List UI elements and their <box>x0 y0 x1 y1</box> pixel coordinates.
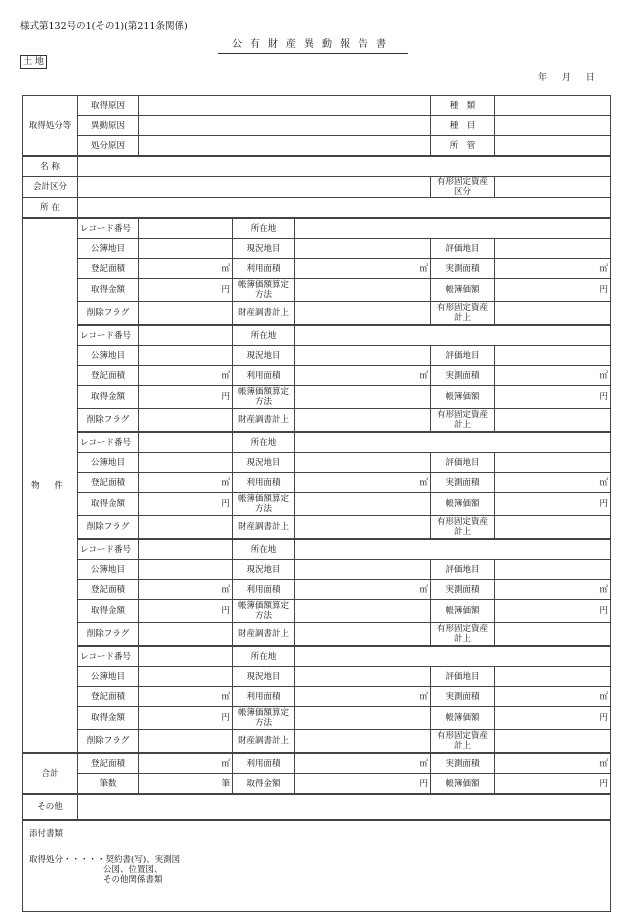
acquisition-amount-field[interactable]: 円 <box>139 707 233 730</box>
parcel-count-label: 筆数 <box>78 774 139 795</box>
record-no-field[interactable] <box>139 432 233 453</box>
category-label: 土 地 <box>20 55 47 69</box>
item-label: 種 目 <box>431 116 495 136</box>
acquisition-amount-label: 取得金額 <box>78 386 139 409</box>
valuation-land-field[interactable] <box>495 239 611 259</box>
address-field[interactable] <box>295 432 611 453</box>
book-value-label: 帳簿価額 <box>431 279 495 302</box>
current-land-label: 現況地目 <box>233 239 295 259</box>
disposal-cause-label: 処分原因 <box>78 136 139 157</box>
delete-flag-label: 削除フラグ <box>78 516 139 540</box>
book-method-label: 帳簿価額算定方法 <box>233 493 295 516</box>
address-label: 所在地 <box>233 218 295 239</box>
valuation-land-label: 評価地目 <box>431 239 495 259</box>
public-land-label: 公簿地目 <box>78 239 139 259</box>
survey-record-field[interactable] <box>295 302 431 326</box>
current-land-label: 現況地目 <box>233 453 295 473</box>
record-no-label: レコード番号 <box>78 432 139 453</box>
location-label: 所 在 <box>23 198 78 219</box>
survey-record-field[interactable] <box>295 730 431 754</box>
valuation-land-field[interactable] <box>495 346 611 366</box>
tangible-record-field[interactable] <box>495 730 611 754</box>
survey-record-field[interactable] <box>295 409 431 433</box>
book-value-field[interactable]: 円 <box>495 279 611 302</box>
total-surveyed-area-label: 実測面積 <box>431 753 495 774</box>
total-acquisition-amount-label: 取得金額 <box>233 774 295 795</box>
total-acquisition-amount-field[interactable]: 円 <box>295 774 431 795</box>
book-value-field[interactable]: 円 <box>495 493 611 516</box>
book-method-field[interactable] <box>295 279 431 302</box>
parcel-count-field[interactable]: 筆 <box>139 774 233 795</box>
surveyed-area-field[interactable]: ㎡ <box>495 259 611 279</box>
registered-area-field[interactable]: ㎡ <box>139 687 233 707</box>
registered-area-field[interactable]: ㎡ <box>139 259 233 279</box>
book-method-field[interactable] <box>295 600 431 623</box>
current-land-field[interactable] <box>295 346 431 366</box>
acquisition-amount-field[interactable]: 円 <box>139 279 233 302</box>
type-label: 種 類 <box>431 96 495 116</box>
address-label: 所在地 <box>233 325 295 346</box>
record-no-field[interactable] <box>139 218 233 239</box>
record-no-label: レコード番号 <box>78 325 139 346</box>
use-area-label: 利用面積 <box>233 366 295 386</box>
valuation-land-label: 評価地目 <box>431 346 495 366</box>
record-no-label: レコード番号 <box>78 218 139 239</box>
address-label: 所在地 <box>233 432 295 453</box>
acquisition-amount-field[interactable]: 円 <box>139 493 233 516</box>
attachments-title: 添付書類 <box>29 829 64 839</box>
acquisition-amount-label: 取得金額 <box>78 600 139 623</box>
change-cause-label: 異動原因 <box>78 116 139 136</box>
survey-record-label: 財産調書計上 <box>233 302 295 326</box>
acquisition-amount-field[interactable]: 円 <box>139 600 233 623</box>
current-land-label: 現況地目 <box>233 560 295 580</box>
jurisdiction-field[interactable] <box>495 136 611 157</box>
acquisition-cause-field[interactable] <box>139 96 431 116</box>
current-land-field[interactable] <box>295 667 431 687</box>
address-field[interactable] <box>295 218 611 239</box>
valuation-land-field[interactable] <box>495 453 611 473</box>
survey-record-label: 財産調書計上 <box>233 516 295 540</box>
book-method-label: 帳簿価額算定方法 <box>233 386 295 409</box>
record-no-field[interactable] <box>139 539 233 560</box>
valuation-land-label: 評価地目 <box>431 667 495 687</box>
surveyed-area-label: 実測面積 <box>431 687 495 707</box>
book-value-field[interactable]: 円 <box>495 600 611 623</box>
book-value-field[interactable]: 円 <box>495 707 611 730</box>
book-value-label: 帳簿価額 <box>431 493 495 516</box>
delete-flag-field[interactable] <box>139 623 233 647</box>
valuation-land-label: 評価地目 <box>431 453 495 473</box>
name-field[interactable] <box>78 156 611 177</box>
name-label: 名 称 <box>23 156 78 177</box>
public-land-label: 公簿地目 <box>78 560 139 580</box>
delete-flag-label: 削除フラグ <box>78 623 139 647</box>
surveyed-area-label: 実測面積 <box>431 473 495 493</box>
total-use-area-label: 利用面積 <box>233 753 295 774</box>
record-no-field[interactable] <box>139 325 233 346</box>
tangible-record-label: 有形固定資産計上 <box>431 516 495 540</box>
book-method-label: 帳簿価額算定方法 <box>233 600 295 623</box>
tangible-record-field[interactable] <box>495 302 611 326</box>
address-field[interactable] <box>295 325 611 346</box>
change-cause-field[interactable] <box>139 116 431 136</box>
acquisition-amount-label: 取得金額 <box>78 493 139 516</box>
use-area-label: 利用面積 <box>233 687 295 707</box>
public-land-field[interactable] <box>139 239 233 259</box>
record-no-field[interactable] <box>139 646 233 667</box>
acquisition-amount-label: 取得金額 <box>78 707 139 730</box>
use-area-label: 利用面積 <box>233 259 295 279</box>
tangible-record-label: 有形固定資産計上 <box>431 302 495 326</box>
survey-record-label: 財産調書計上 <box>233 623 295 647</box>
book-method-field[interactable] <box>295 493 431 516</box>
surveyed-area-label: 実測面積 <box>431 580 495 600</box>
public-land-field[interactable] <box>139 346 233 366</box>
acquisition-amount-field[interactable]: 円 <box>139 386 233 409</box>
book-method-field[interactable] <box>295 386 431 409</box>
registered-area-field[interactable]: ㎡ <box>139 473 233 493</box>
total-book-value-field[interactable]: 円 <box>495 774 611 795</box>
jurisdiction-label: 所 管 <box>431 136 495 157</box>
total-surveyed-area-field[interactable]: ㎡ <box>495 753 611 774</box>
surveyed-area-field[interactable]: ㎡ <box>495 687 611 707</box>
registered-area-label: 登記面積 <box>78 580 139 600</box>
tangible-record-label: 有形固定資産計上 <box>431 730 495 754</box>
property-group-label: 物 件 <box>23 218 78 753</box>
current-land-field[interactable] <box>295 453 431 473</box>
book-method-label: 帳簿価額算定方法 <box>233 279 295 302</box>
registered-area-field[interactable]: ㎡ <box>139 366 233 386</box>
report-table <box>22 95 611 912</box>
use-area-field[interactable]: ㎡ <box>295 687 431 707</box>
survey-record-field[interactable] <box>295 516 431 540</box>
book-value-label: 帳簿価額 <box>431 600 495 623</box>
book-value-label: 帳簿価額 <box>431 707 495 730</box>
book-method-label: 帳簿価額算定方法 <box>233 707 295 730</box>
delete-flag-label: 削除フラグ <box>78 302 139 326</box>
item-field[interactable] <box>495 116 611 136</box>
tangible-asset-label: 有形固定資産区分 <box>431 177 495 198</box>
acquisition-amount-label: 取得金額 <box>78 279 139 302</box>
attachments-line-3: その他関係書類 <box>103 875 163 885</box>
total-book-value-label: 帳簿価額 <box>431 774 495 795</box>
use-area-field[interactable]: ㎡ <box>295 259 431 279</box>
survey-record-label: 財産調書計上 <box>233 409 295 433</box>
current-land-label: 現況地目 <box>233 346 295 366</box>
tangible-record-field[interactable] <box>495 623 611 647</box>
location-field[interactable] <box>78 198 611 219</box>
accounting-field[interactable] <box>78 177 431 198</box>
registered-area-label: 登記面積 <box>78 259 139 279</box>
total-use-area-field[interactable]: ㎡ <box>295 753 431 774</box>
accounting-label: 会計区分 <box>23 177 78 198</box>
registered-area-field[interactable]: ㎡ <box>139 580 233 600</box>
survey-record-field[interactable] <box>295 623 431 647</box>
delete-flag-field[interactable] <box>139 730 233 754</box>
tangible-record-field[interactable] <box>495 516 611 540</box>
tangible-record-label: 有形固定資産計上 <box>431 623 495 647</box>
book-value-label: 帳簿価額 <box>431 386 495 409</box>
surveyed-area-label: 実測面積 <box>431 366 495 386</box>
surveyed-area-field[interactable]: ㎡ <box>495 473 611 493</box>
public-land-label: 公簿地目 <box>78 453 139 473</box>
address-label: 所在地 <box>233 646 295 667</box>
date-label: 年 月 日 <box>538 73 595 83</box>
survey-record-label: 財産調書計上 <box>233 730 295 754</box>
use-area-field[interactable]: ㎡ <box>295 580 431 600</box>
record-no-label: レコード番号 <box>78 646 139 667</box>
form-number: 様式第132号の1(その1)(第211条関係) <box>20 21 188 32</box>
public-land-label: 公簿地目 <box>78 667 139 687</box>
registered-area-label: 登記面積 <box>78 473 139 493</box>
address-field[interactable] <box>295 539 611 560</box>
acquisition-cause-label: 取得原因 <box>78 96 139 116</box>
acquisition-group-label: 取得処分等 <box>23 96 78 157</box>
delete-flag-field[interactable] <box>139 302 233 326</box>
tangible-record-field[interactable] <box>495 409 611 433</box>
total-registered-area-field[interactable]: ㎡ <box>139 753 233 774</box>
registered-area-label: 登記面積 <box>78 687 139 707</box>
document-title: 公有財産異動報告書 <box>218 35 408 54</box>
tangible-asset-field[interactable] <box>495 177 611 198</box>
other-label: その他 <box>23 794 78 820</box>
delete-flag-label: 削除フラグ <box>78 730 139 754</box>
address-label: 所在地 <box>233 539 295 560</box>
delete-flag-field[interactable] <box>139 409 233 433</box>
total-registered-area-label: 登記面積 <box>78 753 139 774</box>
current-land-field[interactable] <box>295 560 431 580</box>
surveyed-area-label: 実測面積 <box>431 259 495 279</box>
valuation-land-field[interactable] <box>495 667 611 687</box>
current-land-field[interactable] <box>295 239 431 259</box>
delete-flag-field[interactable] <box>139 516 233 540</box>
valuation-land-label: 評価地目 <box>431 560 495 580</box>
use-area-label: 利用面積 <box>233 473 295 493</box>
book-method-field[interactable] <box>295 707 431 730</box>
use-area-field[interactable]: ㎡ <box>295 473 431 493</box>
public-land-field[interactable] <box>139 453 233 473</box>
surveyed-area-field[interactable]: ㎡ <box>495 580 611 600</box>
public-land-field[interactable] <box>139 560 233 580</box>
type-field[interactable] <box>495 96 611 116</box>
tangible-record-label: 有形固定資産計上 <box>431 409 495 433</box>
attachments-line-2: 公図、位置図、 <box>103 865 163 875</box>
delete-flag-label: 削除フラグ <box>78 409 139 433</box>
attachments-line-1: 取得処分・・・・・契約書(写)、実測図 <box>29 855 181 865</box>
registered-area-label: 登記面積 <box>78 366 139 386</box>
use-area-field[interactable]: ㎡ <box>295 366 431 386</box>
public-land-label: 公簿地目 <box>78 346 139 366</box>
address-field[interactable] <box>295 646 611 667</box>
public-land-field[interactable] <box>139 667 233 687</box>
surveyed-area-field[interactable]: ㎡ <box>495 366 611 386</box>
valuation-land-field[interactable] <box>495 560 611 580</box>
record-no-label: レコード番号 <box>78 539 139 560</box>
totals-group-label: 合計 <box>23 753 78 794</box>
book-value-field[interactable]: 円 <box>495 386 611 409</box>
use-area-label: 利用面積 <box>233 580 295 600</box>
other-field[interactable] <box>78 794 611 820</box>
current-land-label: 現況地目 <box>233 667 295 687</box>
attachments-section <box>23 820 611 912</box>
disposal-cause-field[interactable] <box>139 136 431 157</box>
